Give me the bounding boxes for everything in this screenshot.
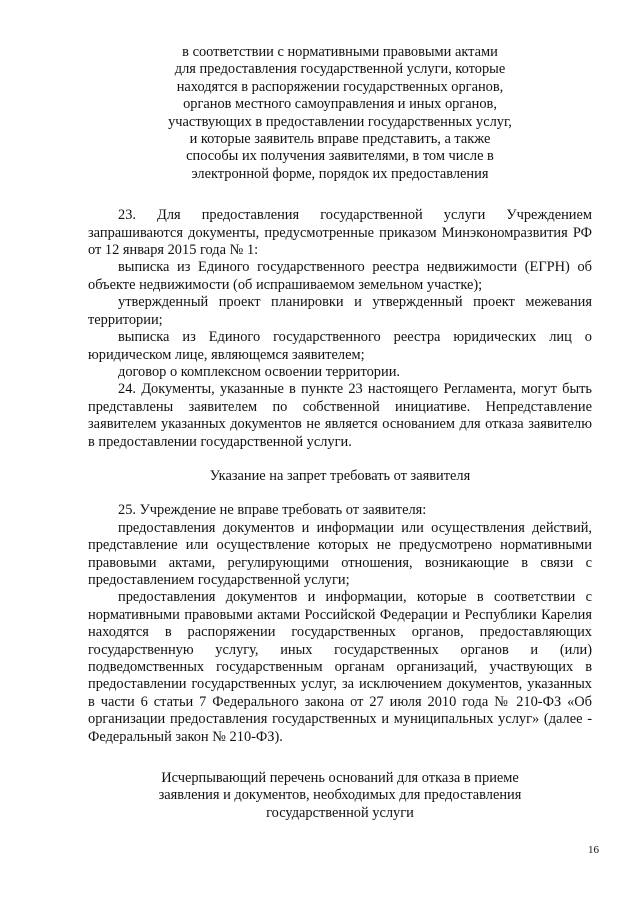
heading-line: способы их получения заявителями, в том числе в xyxy=(186,148,494,165)
heading-line: Указание на запрет требовать от заявителя xyxy=(209,467,471,484)
paragraph-egrn-extract: выписка из Единого государственного реестра недвижимости (ЕГРН) об объекте недвижимости (об испрашиваемом земельном участке); xyxy=(88,259,592,293)
section-heading-prohibition xyxy=(88,468,592,485)
paragraph-development-contract: договор о комплексном освоении территории. xyxy=(118,363,400,380)
paragraph-24: 24. Документы, указанные в пункте 23 настоящего Регламента, могут быть представлены заявителем по собственной инициативе. Непредставление заявителем указанных документов не является основанием для отказа заявителю в предоставлении государственной услуги. xyxy=(88,381,592,450)
section-heading-documents xyxy=(88,44,592,183)
paragraph-25-item-1: предоставления документов и информации или осуществления действий, представление или осуществление которых не предусмотрено нормативными правовыми актами, регулирующими отношения, возникающие в связи с предоставлением государственной услуги; xyxy=(88,519,592,588)
paragraph-25-item-2: предоставления документов и информации, которые в соответствии с нормативными правовыми актами Российской Федерации и Республики Карелия находятся в распоряжении государственных органов, предоставляющих государственную услугу, иных государственных органов и (или) подведомственных государственным органам организаций, участвующих в предоставлении государственных услуг, за исключением документов, указанных в части 6 статьи 7 Федерального закона от 27 июля 2010 года № 210-ФЗ «Об организации предоставления государственных и муниципальных услуг» (далее - Федеральный закон № 210-ФЗ). xyxy=(88,589,592,745)
paragraph-23: 23. Для предоставления государственной услуги Учреждением запрашиваются документы, предусмотренные приказом Минэкономразвития РФ от 12 января 2015 года № 1: xyxy=(88,207,592,259)
heading-line: электронной форме, порядок их предоставления xyxy=(191,165,489,182)
heading-line: Исчерпывающий перечень оснований для отказа в приеме xyxy=(161,770,519,787)
heading-line: в соответствии с нормативными правовыми актами xyxy=(182,44,498,60)
heading-line: участвующих в предоставлении государственных услуг, xyxy=(168,113,512,130)
heading-line: заявления и документов, необходимых для предоставления xyxy=(158,787,522,804)
heading-line: и которые заявитель вправе представить, а также xyxy=(189,131,491,148)
heading-line: для предоставления государственной услуги, которые xyxy=(174,61,506,78)
heading-line: находятся в распоряжении государственных органов, xyxy=(176,78,504,95)
paragraph-egrul-extract: выписка из Единого государственного реестра юридических лиц о юридическом лице, являющемся заявителем; xyxy=(88,329,592,363)
page-number: 16 xyxy=(588,844,599,856)
paragraph-25: 25. Учреждение не вправе требовать от заявителя: xyxy=(118,502,427,519)
heading-line: органов местного самоуправления и иных органов, xyxy=(183,96,497,113)
paragraph-planning-project: утвержденный проект планировки и утвержденный проект межевания территории; xyxy=(88,294,592,328)
heading-line: государственной услуги xyxy=(266,804,414,821)
section-heading-refusal-grounds xyxy=(88,770,592,822)
